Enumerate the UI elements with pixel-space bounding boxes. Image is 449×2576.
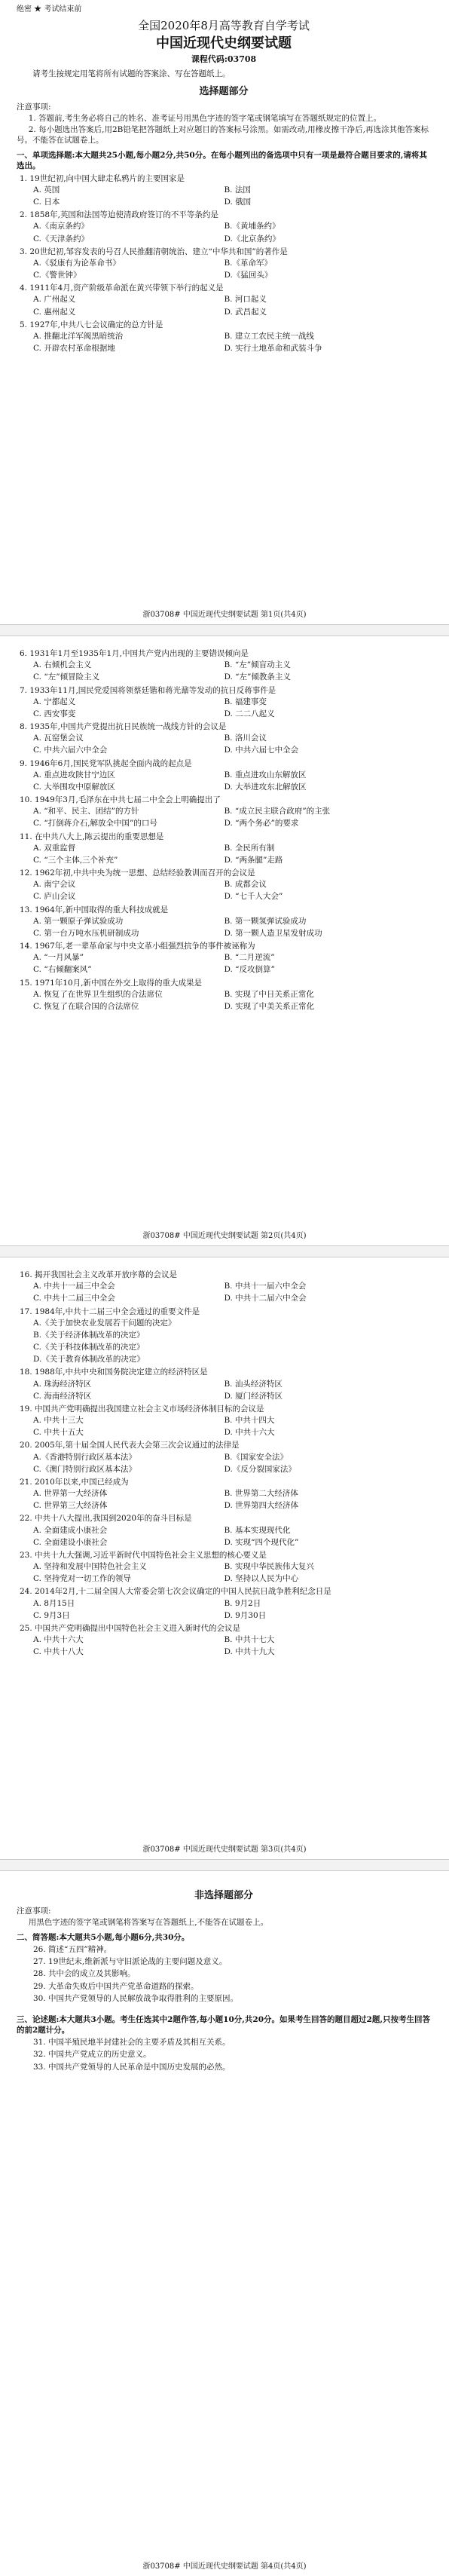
answer-option: D. 中共六届七中全会 (224, 746, 299, 755)
option-list (33, 1280, 431, 1304)
intro-text: 请考生按规定用笔将所有试题的答案涂、写在答题纸上。 (32, 69, 231, 78)
note-2: 2. 每小题选出答案后,用2B铅笔把答题纸上对应题目的答案标号涂黑。如需改动,用橡皮擦干净后,再选涂其他答案标号。不能答在试题卷上。 (17, 124, 429, 145)
answer-option: A. 8月15日 (33, 1598, 75, 1608)
question-stem: 4. 1911年4月,资产阶级革命派在黄兴带领下举行的起义是 (20, 283, 224, 293)
option-list (33, 915, 431, 939)
answer-option: A. 坚持和发展中国特色社会主义 (33, 1562, 147, 1572)
answer-option: B. “左”倾盲动主义 (224, 660, 291, 670)
question-stem: 25. 中国共产党明确提出中国特色社会主义进入新时代的会议是 (20, 1623, 241, 1633)
answer-option: B. “二月逆流” (224, 953, 275, 963)
answer-option: A. “一月风暴” (33, 953, 84, 963)
short-answer-26: 26. 简述“五四”精神。 (33, 1945, 112, 1955)
answer-option: B. 中共十一届六中全会 (224, 1282, 307, 1291)
answer-option: B. 世界第二大经济体 (224, 1489, 298, 1499)
option-list (33, 1524, 431, 1548)
question-item (17, 247, 431, 282)
question-item (17, 1270, 431, 1305)
question-item (17, 1440, 431, 1475)
answer-option: C. 西安事变 (33, 709, 76, 718)
question-stem: 15. 1971年10月,新中国在外交上取得的重大成果是 (20, 978, 202, 988)
short-answer-29: 29. 大革命失败后中国共产党革命道路的探索。 (33, 1981, 199, 1991)
answer-option: A. 重点进攻陕甘宁边区 (33, 770, 115, 780)
answer-option: A. 世界第一大经济体 (33, 1489, 108, 1499)
page-footer: 浙03708# 中国近现代史纲要试题 第3页(共4页) (142, 1845, 307, 1854)
confidential-mark: 绝密 ★ 考试结束前 (17, 5, 82, 14)
answer-option: D. 大举进攻东北解放区 (224, 782, 307, 792)
question-stem: 24. 2014年2月,十二届全国人大常委会第七次会议确定的中国人民抗日战争胜利纪念日是 (20, 1587, 331, 1597)
answer-option: D. 中共十九大 (224, 1647, 275, 1657)
option-list (33, 1561, 431, 1585)
answer-option: D. 二二八起义 (224, 709, 275, 718)
answer-option: A.《关于加快农业发展若干问题的决定》 (33, 1318, 176, 1328)
part1-title: 选择题部分 (199, 86, 249, 98)
answer-option: C. 惠州起义 (33, 307, 76, 317)
option-list (33, 257, 431, 281)
answer-option: D. 俄国 (224, 197, 252, 207)
question-stem: 10. 1949年3月,毛泽东在中共七届二中全会上明确提出了 (20, 795, 221, 805)
answer-option: A. 中共十六大 (33, 1635, 84, 1645)
question-item (17, 978, 431, 1013)
answer-option: B.《黄埔条约》 (224, 222, 280, 231)
question-item (17, 1367, 431, 1402)
answer-option: B. 实现了中日关系正常化 (224, 989, 314, 999)
short-answer-27: 27. 19世纪末,维新派与守旧派论战的主要问题及意义。 (33, 1957, 228, 1967)
answer-option: D. 世界第四大经济体 (224, 1501, 299, 1511)
option-list (33, 1317, 431, 1366)
answer-option: C. 庐山会议 (33, 892, 76, 902)
option-list (33, 696, 431, 720)
question-stem: 18. 1988年,中共中央和国务院决定建立的经济特区是 (20, 1368, 208, 1377)
page-1 (0, 0, 449, 624)
question-stem: 19. 中国共产党明确提出我国建立社会主义市场经济体制目标的会议是 (20, 1404, 264, 1414)
answer-option: A. 英国 (33, 185, 60, 195)
question-item (17, 1586, 431, 1622)
answer-option: A. 中共十三大 (33, 1416, 84, 1426)
page-footer: 浙03708# 中国近现代史纲要试题 第2页(共4页) (142, 1231, 307, 1240)
short-answer-28: 28. 共中会的成立及其影响。 (33, 1969, 136, 1979)
section-1-header: 一、单项选择题:本大题共25小题,每小题2分,共50分。在每小题列出的备选项中只有一项是最符合题目要求的,请将其选出。 (17, 151, 427, 171)
answer-option: C. 坚持党对一切工作的领导 (33, 1574, 131, 1584)
answer-option: D. 厦门经济特区 (224, 1391, 283, 1401)
question-list-page-1 (17, 173, 431, 355)
answer-option: C. 开辟农村革命根据地 (33, 344, 115, 354)
question-stem: 20. 2005年,第十届全国人民代表大会第三次会议通过的法律是 (20, 1441, 240, 1450)
answer-option: D.《北京条约》 (224, 234, 280, 244)
question-list-page-3 (17, 1270, 431, 1659)
page-4 (0, 1870, 449, 2576)
answer-option: A. 珠海经济特区 (33, 1379, 92, 1389)
answer-option: A. 右倾机会主义 (33, 660, 92, 670)
answer-option: D. “两条腿”走路 (224, 855, 283, 865)
question-item (17, 1623, 431, 1659)
answer-option: C. 恢复了在联合国的合法席位 (33, 1001, 139, 1011)
answer-option: B. 实现中华民族伟大复兴 (224, 1562, 314, 1572)
answer-option: A. 全面建成小康社会 (33, 1525, 108, 1535)
question-item (17, 1513, 431, 1548)
question-list-page-2 (17, 648, 431, 1012)
answer-option: D. 实行土地革命和武装斗争 (224, 344, 322, 354)
question-stem: 17. 1984年,中共十二届三中全会通过的重要文件是 (20, 1306, 200, 1316)
question-item (17, 868, 431, 903)
question-item (17, 1477, 431, 1512)
page-title: 中国近现代史纲要试题 (156, 35, 292, 51)
answer-option: C.《天津条约》 (33, 234, 89, 244)
short-answer-30: 30. 中国共产党领导的人民解放战争取得胜利的主要原因。 (33, 1993, 239, 2003)
notes-title-2: 注意事项: (17, 1906, 51, 1916)
answer-option: A. 双重监督 (33, 843, 76, 853)
option-list (33, 330, 431, 354)
question-stem: 13. 1964年,新中国取得的重大科技成就是 (20, 905, 169, 914)
course-code: 课程代码:03708 (191, 54, 257, 65)
question-stem: 6. 1931年1月至1935年1月,中国共产党内出现的主要错误倾向是 (20, 649, 249, 658)
page-footer: 浙03708# 中国近现代史纲要试题 第1页(共4页) (142, 610, 307, 619)
answer-option: A. 中共十一届三中全会 (33, 1282, 115, 1291)
essay-31: 31. 中国半殖民地半封建社会的主要矛盾及其相互关系。 (33, 2038, 231, 2048)
question-stem: 23. 中共十九大强调,习近平新时代中国特色社会主义思想的核心要义是 (20, 1550, 267, 1560)
answer-option: B. 洛川会议 (224, 734, 267, 743)
answer-option: C. “左”倾冒险主义 (33, 672, 100, 682)
question-stem: 1. 19世纪初,向中国大肆走私鸦片的主要国家是 (20, 173, 185, 183)
answer-option: C. 大举围攻中原解放区 (33, 782, 115, 792)
question-item (17, 320, 431, 355)
answer-option: B. 第一颗氢弹试验成功 (224, 916, 307, 926)
answer-option: D. 中共十六大 (224, 1428, 275, 1438)
answer-option: B. 9月2日 (224, 1598, 261, 1608)
answer-option: C. “打倒蒋介石,解放全中国”的口号 (33, 819, 157, 829)
answer-option: C. 中共十五大 (33, 1428, 84, 1438)
answer-option: C. 日本 (33, 197, 60, 207)
question-stem: 11. 在中共八大上,陈云提出的重要思想是 (20, 832, 164, 841)
option-list (33, 184, 431, 208)
answer-option: A. 瓦窑堡会议 (33, 734, 84, 743)
question-item (17, 1306, 431, 1366)
answer-option: C. 世界第三大经济体 (33, 1501, 108, 1511)
question-stem: 2. 1858年,英国和法国等迫使清政府签订的不平等条约是 (20, 210, 218, 220)
answer-option: D. 实现“四个现代化” (224, 1537, 299, 1547)
section-2-header: 二、简答题:本大题共5小题,每小题6分,共30分。 (17, 1932, 190, 1942)
section-3-header: 三、论述题:本大题共3小题。考生任选其中2题作答,每小题10分,共20分。如果考生回答的题目超过2题,只按考生回答的前2题计分。 (17, 2014, 430, 2035)
answer-option: C. 9月3日 (33, 1610, 70, 1620)
option-list (33, 1597, 431, 1622)
answer-option: A. 宁都起义 (33, 697, 76, 706)
answer-option: B. 福建事变 (224, 697, 267, 706)
answer-option: A. 恢复了在世界卫生组织的合法席位 (33, 989, 163, 999)
option-list (33, 220, 431, 244)
answer-option: D.《反分裂国家法》 (224, 1464, 296, 1474)
answer-option: A. 广州起义 (33, 295, 76, 305)
option-list (33, 1634, 431, 1658)
answer-option: B. 基本实现现代化 (224, 1525, 291, 1535)
answer-option: C. 第一台万吨水压机研制成功 (33, 928, 139, 938)
answer-option: C. 中共六届六中全会 (33, 746, 108, 755)
answer-option: D. 第一颗人造卫星发射成功 (224, 928, 322, 938)
option-list (33, 988, 431, 1012)
question-stem: 22. 中共十八大提出,我国到2020年的奋斗目标是 (20, 1514, 192, 1524)
answer-option: C. 全面建设小康社会 (33, 1537, 108, 1547)
answer-option: C.《澳门特别行政区基本法》 (33, 1464, 136, 1474)
answer-option: D.《猛回头》 (224, 271, 273, 280)
notes-title: 注意事项: (17, 102, 51, 112)
option-list (33, 951, 431, 976)
option-list (33, 1487, 431, 1512)
answer-option: C. 海南经济特区 (33, 1391, 92, 1401)
option-list (33, 293, 431, 317)
answer-option: A.《香港特别行政区基本法》 (33, 1452, 136, 1462)
question-stem: 3. 20世纪初,邹容发表的号召人民推翻清朝统治、建立“中华共和国”的著作是 (20, 247, 288, 256)
question-stem: 9. 1946年6月,国民党军队挑起全面内战的起点是 (20, 758, 192, 768)
question-stem: 21. 2010年以来,中国已经成为 (20, 1477, 129, 1487)
answer-option: D. “七千人大会” (224, 892, 283, 902)
answer-option: C.《关于科技体制改革的决定》 (33, 1343, 145, 1352)
answer-option: A. 第一颗原子弹试验成功 (33, 916, 124, 926)
question-stem: 16. 揭开我国社会主义改革开放序幕的会议是 (20, 1270, 178, 1279)
question-stem: 7. 1933年11月,国民党爱国将领蔡廷锴和蒋光鼐等发动的抗日反蒋事件是 (20, 685, 276, 695)
option-list (33, 769, 431, 793)
answer-option: B.《国家安全法》 (224, 1452, 288, 1462)
answer-option: B.《关于经济体制改革的决定》 (33, 1330, 145, 1340)
option-list (33, 732, 431, 756)
page-footer: 浙03708# 中国近现代史纲要试题 第4页(共4页) (142, 2562, 307, 2571)
answer-option: D. 实现了中美关系正常化 (224, 1001, 315, 1011)
question-item (17, 210, 431, 245)
answer-option: C. 中共十八大 (33, 1647, 84, 1657)
question-stem: 5. 1927年,中共八七会议确定的总方针是 (20, 320, 163, 329)
option-list (33, 1451, 431, 1475)
answer-option: C.《警世钟》 (33, 271, 81, 280)
answer-option: B. 河口起义 (224, 295, 267, 305)
option-list (33, 1378, 431, 1402)
answer-option: D. 中共十二届六中全会 (224, 1294, 307, 1303)
answer-option: D. 9月30日 (224, 1610, 267, 1620)
question-item (17, 1404, 431, 1439)
answer-option: B. 重点进攻山东解放区 (224, 770, 307, 780)
question-item (17, 283, 431, 318)
question-stem: 14. 1967年,老一辈革命家与中央文革小组强烈抗争的事件被诬称为 (20, 942, 255, 951)
answer-option: C. “三个主体,三个补充” (33, 855, 118, 865)
answer-option: C. 中共十二届三中全会 (33, 1294, 115, 1303)
answer-option: D. “反攻倒算” (224, 965, 275, 975)
question-item (17, 758, 431, 794)
answer-option: A.《南京条约》 (33, 222, 89, 231)
question-item (17, 1550, 431, 1585)
answer-option: D. “两个务必”的要求 (224, 819, 299, 829)
answer-option: B. 建立工农民主统一战线 (224, 331, 314, 341)
question-item (17, 685, 431, 721)
answer-option: B. 全民所有制 (224, 843, 275, 853)
question-item (17, 648, 431, 684)
answer-option: A.《驳康有为论革命书》 (33, 258, 121, 268)
answer-option: D.《关于教育体制改革的决定》 (33, 1355, 145, 1365)
answer-option: D. 坚持以人民为中心 (224, 1574, 299, 1584)
question-item (17, 905, 431, 940)
note-1: 1. 答题前,考生务必将自己的姓名、准考证号用黑色字迹的签字笔或钢笔填写在答题纸规定的位置上。 (28, 113, 381, 123)
question-stem: 8. 1935年,中国共产党提出抗日民族统一战线方针的会议是 (20, 722, 227, 732)
option-list (33, 878, 431, 902)
answer-option: B. 成都会议 (224, 880, 267, 890)
question-item (17, 941, 431, 976)
essay-33: 33. 中国共产党领导的人民革命是中国历史发展的必然。 (33, 2062, 231, 2072)
answer-option: B.《革命军》 (224, 258, 272, 268)
answer-option: C. “右倾翻案风” (33, 965, 92, 975)
answer-option: D. “左”倾教条主义 (224, 672, 291, 682)
page-3 (0, 1256, 449, 1859)
question-item (17, 721, 431, 757)
answer-option: B. 中共十七大 (224, 1635, 275, 1645)
answer-option: B. 汕头经济特区 (224, 1379, 283, 1389)
question-item (17, 795, 431, 830)
option-list (33, 659, 431, 683)
question-item (17, 173, 431, 209)
answer-option: B. “成立民主联合政府”的主张 (224, 807, 331, 816)
exam-line: 全国2020年8月高等教育自学考试 (138, 18, 310, 32)
option-list (33, 805, 431, 829)
question-stem: 12. 1962年初,中共中央为统一思想、总结经验教训而召开的会议是 (20, 868, 255, 878)
answer-option: A. 南宁会议 (33, 880, 76, 890)
page-2 (0, 635, 449, 1245)
answer-option: B. 中共十四大 (224, 1416, 275, 1426)
question-item (17, 832, 431, 867)
answer-option: A. “和平、民主、团结”的方针 (33, 807, 139, 816)
part2-title: 非选择题部分 (194, 1890, 253, 1901)
essay-32: 32. 中国共产党成立的历史意义。 (33, 2050, 151, 2060)
option-list (33, 1414, 431, 1438)
answer-option: A. 推翻北洋军阀黑暗统治 (33, 331, 124, 341)
answer-option: B. 法国 (224, 185, 251, 195)
option-list (33, 842, 431, 866)
answer-option: D. 武昌起义 (224, 307, 267, 317)
note-part2: 用黑色字迹的签字笔或钢笔将答案写在答题纸上,不能答在试题卷上。 (28, 1917, 269, 1927)
